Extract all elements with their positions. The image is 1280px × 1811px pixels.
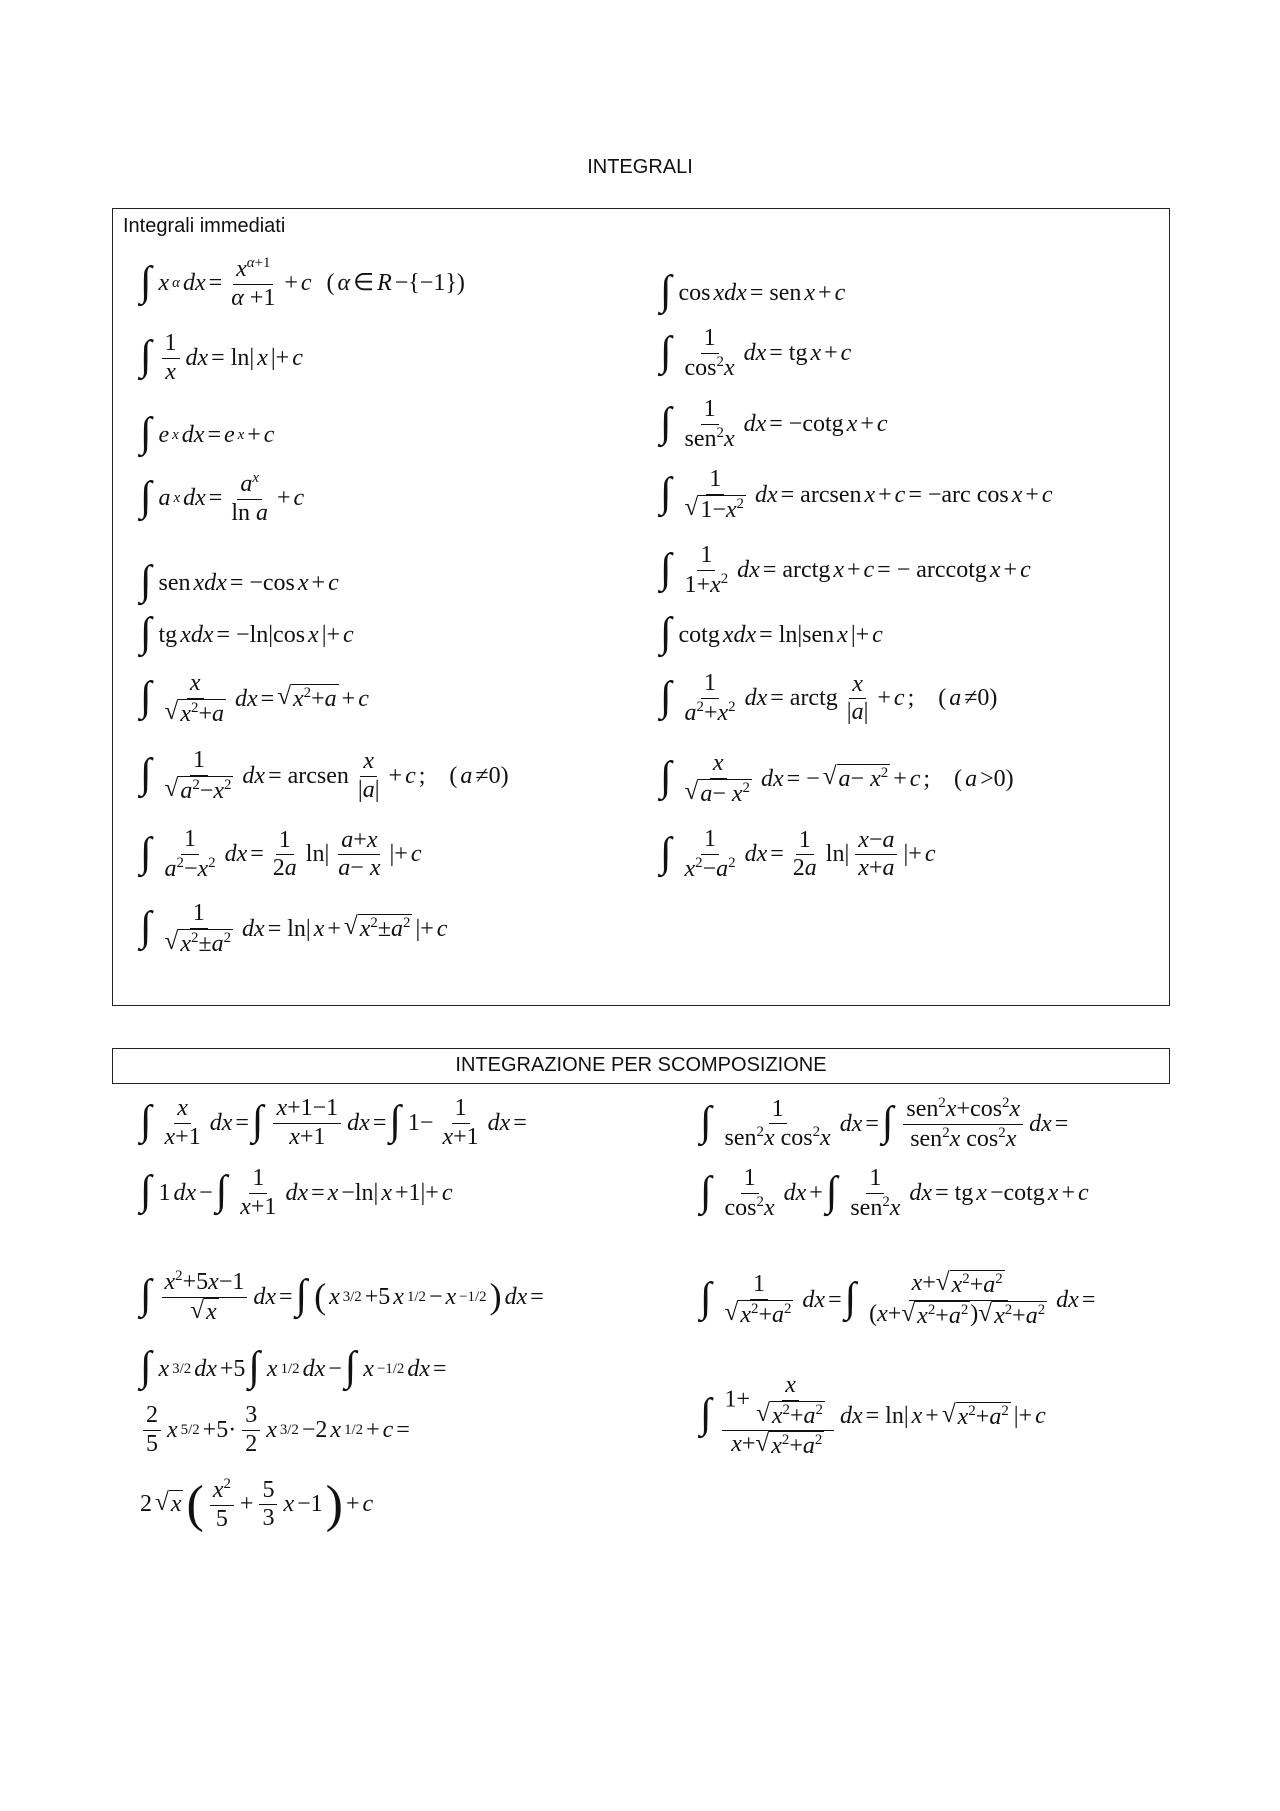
formula-tan: ∫ tg xdx = −ln|cos x |+ c <box>140 610 354 656</box>
formula-reciprocal: ∫ $\frac{1}{x}$ dx = ln| x |+ c <box>140 330 303 385</box>
formula-x-over-sqrt: ∫ x √ $x^2+a$ dx = √ $x^2+a$ + c <box>140 670 369 727</box>
example4-line1: ∫ 1 √ $x^2+a^2$ dx = ∫ x+ √ $x^2+a^2$ (x+ √ $x^2+a^2$ ) √ $x^2+a^2$ dx = <box>700 1269 1096 1329</box>
example1-line1: ∫ $\frac{x}{x+1}$ dx = ∫ $\frac{x+1-1}{x+1}$ dx = ∫ 1− $\frac{1}{x+1}$ dx = <box>140 1095 527 1150</box>
formula-power: ∫ x α dx = $\frac{x^{\alpha+1}}{\alpha +1}$ + c ( α ∈ R −{−1}) <box>140 255 465 311</box>
formula-exp: ∫ e x dx = e x + c <box>140 410 275 456</box>
formula-log-x2-minus-a2: ∫ $\frac{1}{x^2-a^2}$ dx = $\frac{1}{2a}$ ln| $\frac{x-a}{x+a}$ |+ c <box>660 826 936 882</box>
example4-line2: ∫ 1+ x √ $x^2+a^2$ x+ √ $x^2+a^2$ dx = ln| x + √ $x^2+a^2$ |+ c <box>700 1372 1046 1460</box>
example2-line3: $\frac{2}{5}$ x 5/2 +5· $\frac{3}{2}$ x 3/2 −2 x 1/2 + c = <box>140 1402 410 1458</box>
example1-line2: ∫ 1 dx − ∫ $\frac{1}{x+1}$ dx = x −ln| x +1|+ c <box>140 1165 453 1220</box>
formula-exp-base-a: ∫ a x dx = $\frac{a^x}{\text{ln a}}$ + c <box>140 470 305 526</box>
formula-sec2: ∫ $\frac{1}{\cos^2x}$ dx = tg x + c <box>660 325 852 381</box>
page-title: INTEGRALI <box>587 156 693 178</box>
formula-sin: ∫ sen xdx = −cos x + c <box>140 558 339 604</box>
formula-log-a2-minus-x2: ∫ $\frac{1}{a^2-x^2}$ dx = $\frac{1}{2a}$ ln| $\frac{a+x}{a- x}$ |+ c <box>140 826 422 882</box>
immediate-integrals-box <box>112 208 1170 1006</box>
formula-log-sqrt: ∫ 1 √ $x^2\pm a^2$ dx = ln| x + √ $x^2\pm a^2$ |+ c <box>140 900 448 957</box>
formula-arctan-general: ∫ $\frac{1}{a^2+x^2}$ dx = arctg $\frac{x}{|a|}$ + c ; ( a ≠0) <box>660 670 998 726</box>
formula-arctan: ∫ $\frac{1}{1+x^2}$ dx = arctg x + c = − arccotg x + c <box>660 542 1031 598</box>
section-label-immediate: Integrali immediati <box>123 215 286 237</box>
formula-csc2: ∫ $\frac{1}{sen^2x}$ dx = −cotg x + c <box>660 396 888 452</box>
example3-line1: ∫ $\frac{1}{sen^2x \cos^2x}$ dx = ∫ $\frac{sen^2x+\cos^2x}{sen^2x \cos^2x}$ dx = <box>700 1095 1069 1152</box>
formula-arcsin-general: ∫ 1 √ $a^2-x^2$ dx = arcsen $\frac{x}{|a|}$ + c ; ( a ≠0) <box>140 747 509 804</box>
section-header-decomposition: INTEGRAZIONE PER SCOMPOSIZIONE <box>112 1048 1170 1084</box>
example3-line2: ∫ $\frac{1}{\cos^2x}$ dx + ∫ $\frac{1}{sen^2x}$ dx = tg x −cotg x + c <box>700 1165 1089 1221</box>
example2-line1: ∫ $x^2+5x-1$ √ x dx = ∫ ( x 3/2 +5 x 1/2 − x −1/2 ) dx = <box>140 1268 544 1325</box>
example2-line2: ∫ x 3/2 dx +5 ∫ x 1/2 dx − ∫ x −1/2 dx = <box>140 1344 447 1390</box>
formula-cotan: ∫ cotg xdx = ln|sen x |+ c <box>660 610 883 656</box>
formula-cos: ∫ cos xdx = sen x + c <box>660 268 846 314</box>
formula-x-over-sqrt-a-minus-x2: ∫ x √ $a- x^2$ dx = − √ $a- x^2$ + c ; ( a >0) <box>660 750 1014 807</box>
example2-line4: 2 √ x ( $\frac{x^2}{5}$ + $\frac{5}{3}$ x −1 ) + c <box>140 1476 374 1533</box>
formula-arcsin: ∫ 1 √ $1-x^2$ dx = arcsen x + c = −arc cos x + c <box>660 466 1053 523</box>
